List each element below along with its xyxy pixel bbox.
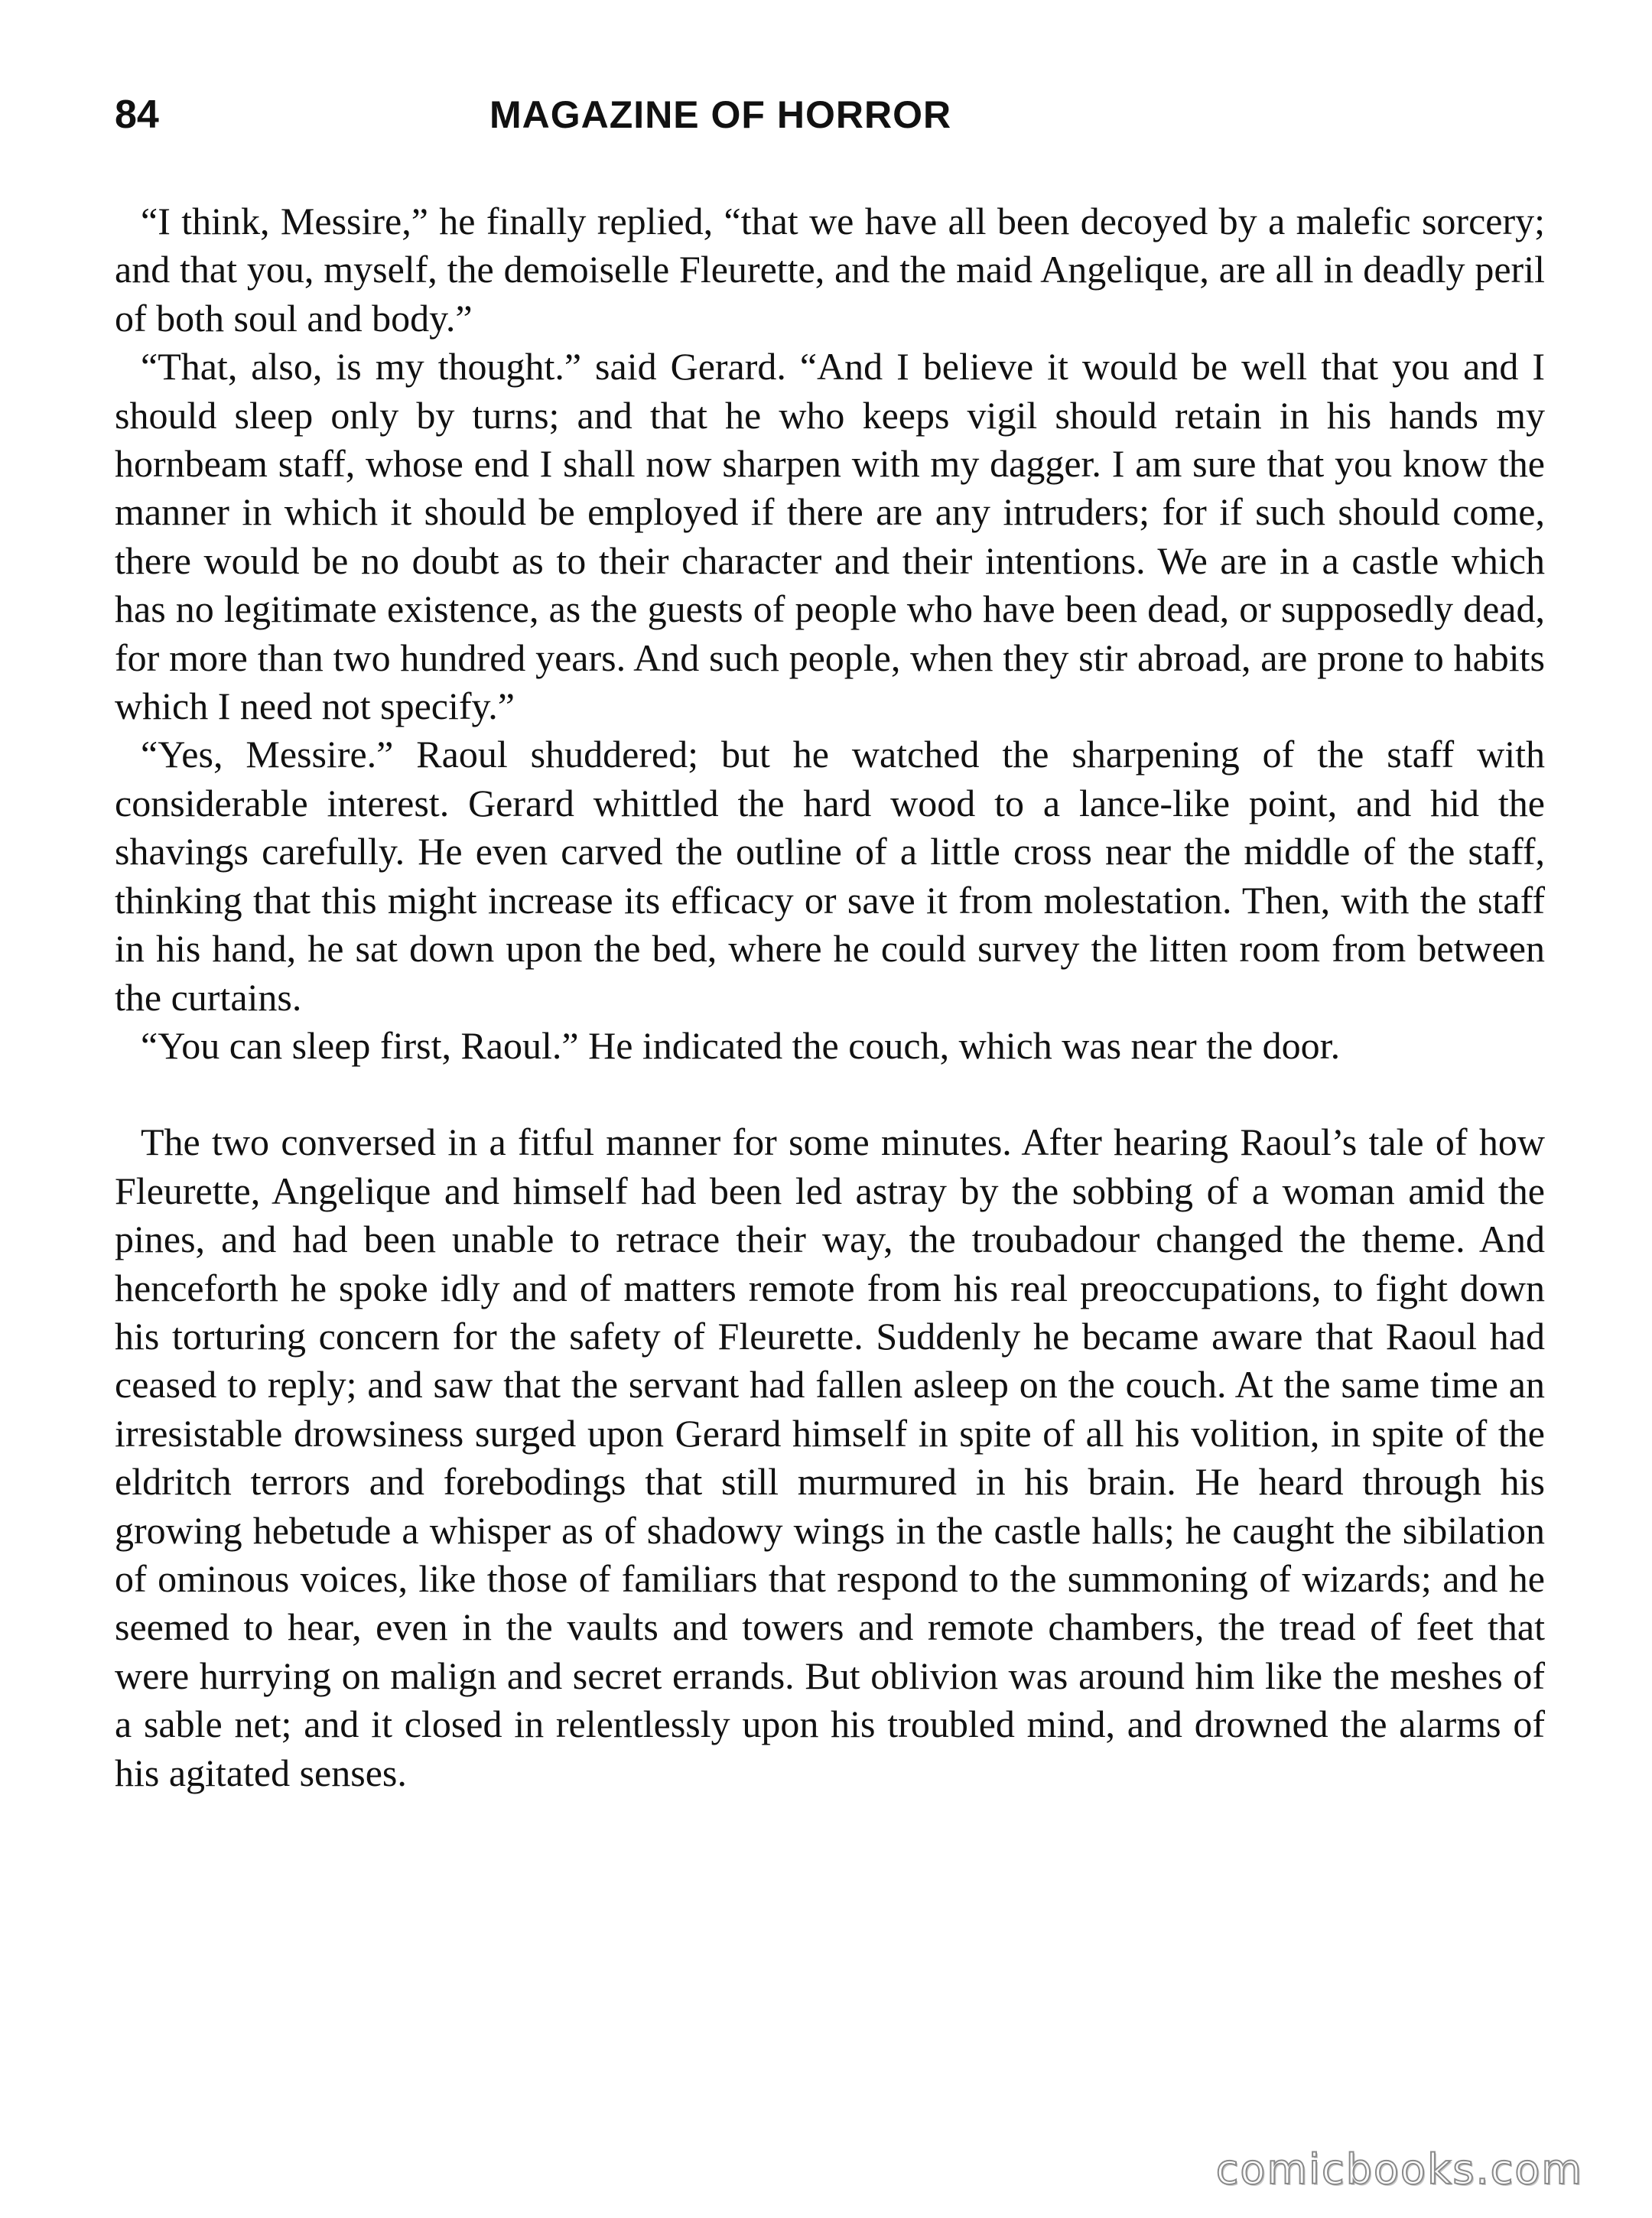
page-header — [115, 84, 1537, 145]
paragraph: “You can sleep first, Raoul.” He indicated the couch, which was near the door. — [141, 1023, 1341, 1067]
paragraph: The two conversed in a fitful manner for some minutes. After hearing Raoul’s tale of how Fleurette, Angelique and himself had been led astray by the sobbing of a woman amid the pines, and had been unable to retrace their way, the troubadour changed the theme. And henceforth he spoke idly and of matters remote from his real preoccupations, to fight down his torturing concern for the safety of Fleurette. Suddenly he became aware that Raoul had ceased to reply; and saw that the servant had fallen asleep on the couch. At the same time an irresistable drowsiness surged upon Gerard himself in spite of all his volition, in spite of the eldritch terrors and forebodings that still murmured in his brain. He heard through his growing hebetude a whisper as of shadowy wings in the castle halls; he caught the sibilation of ominous voices, like those of familiars that respond to the summoning of wizards; and he seemed to hear, even in the vaults and towers and remote chambers, the tread of feet that were hurrying on malign and secret errands. But oblivion was around him like the meshes of a sable net; and it closed in relentlessly upon his troubled mind, and drowned the alarms of his agitated senses. — [115, 1120, 1545, 1794]
watermark: comicbooks.com — [1215, 2145, 1583, 2194]
running-title: MAGAZINE OF HORROR — [489, 93, 952, 136]
page-number: 84 — [115, 93, 159, 137]
paragraph: “I think, Messire,” he finally replied, “that we have all been decoyed by a malefic sorcery; and that you, myself, the demoiselle Fleurette, and the maid Angelique, are all in deadly peril of both soul and body.” — [115, 200, 1545, 340]
paragraph: “Yes, Messire.” Raoul shuddered; but he watched the sharpening of the staff with considerable interest. Gerard whittled the hard wood to a lance-like point, and hid the shavings carefully. He even carved the outline of a little cross near the middle of the staff, thinking that this might increase its efficacy or save it from molestation. Then, with the staff in his hand, he sat down upon the bed, where he could survey the litten room from between the curtains. — [115, 733, 1545, 1019]
story-text — [115, 197, 1545, 1797]
paragraph: “That, also, is my thought.” said Gerard. “And I believe it would be well that you and I should sleep only by turns; and that he who keeps vigil should retain in his hands my hornbeam staff, whose end I shall now sharpen with my dagger. I am sure that you know the manner in which it should be employed if there are any intruders; for if such should come, there would be no doubt as to their character and their intentions. We are in a castle which has no legitimate existence, as the guests of people who have been dead, or supposedly dead, for more than two hundred years. And such people, when they stir abroad, are prone to habits which I need not specify.” — [115, 345, 1545, 728]
